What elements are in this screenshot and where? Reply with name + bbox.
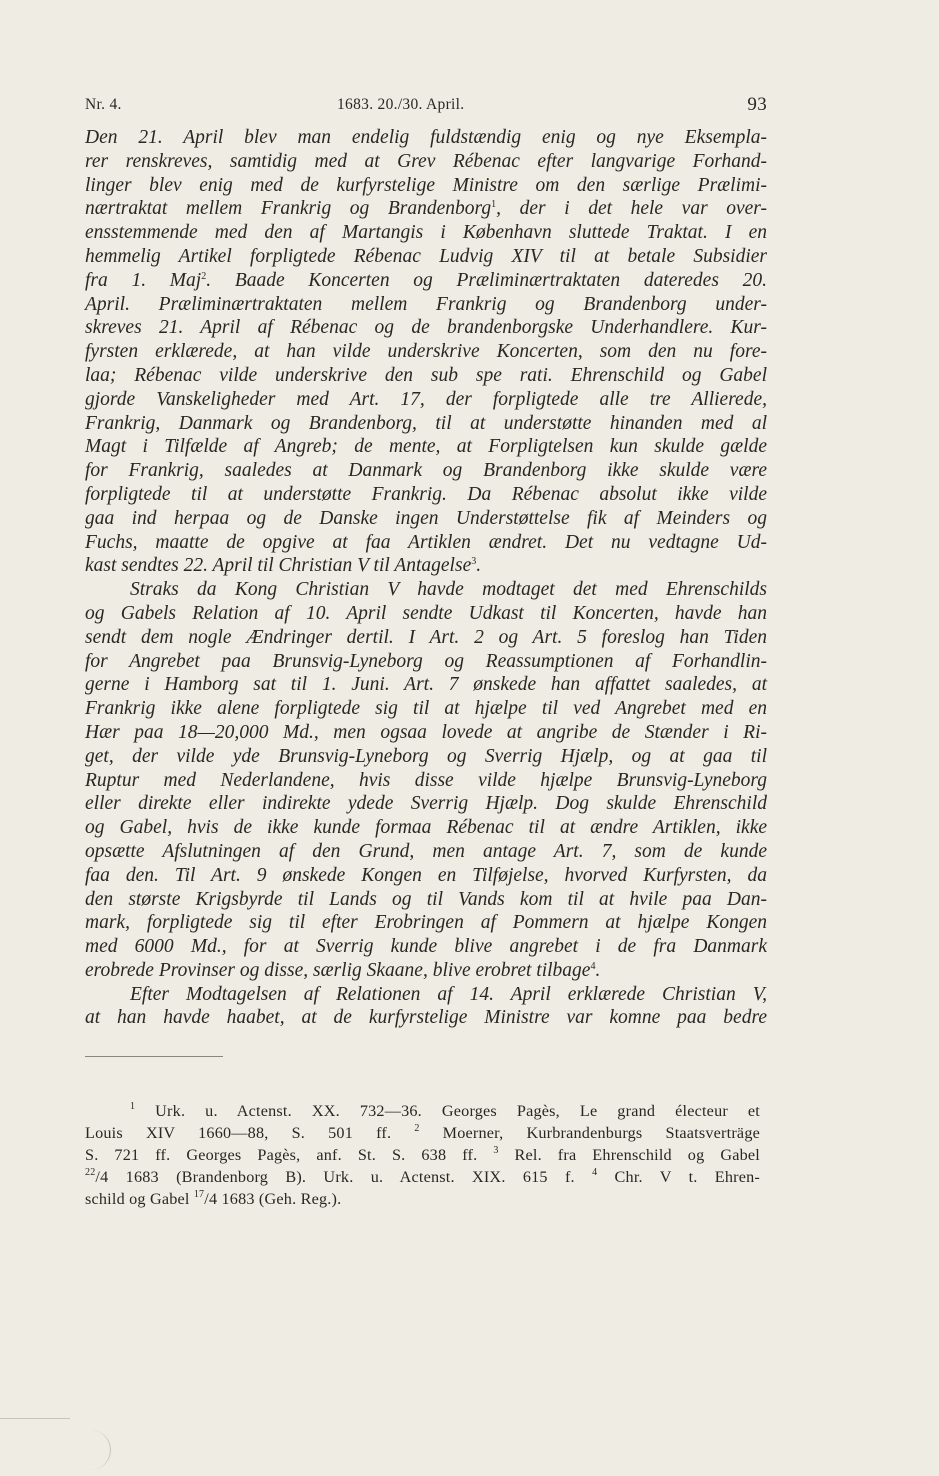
text-fragment: erobrede Provinser og disse, særlig Skaane, blive erobret tilbage xyxy=(85,959,591,981)
text-line: for Angrebet paa Brunsvig-Lyneborg og Reassumptionen af Forhandlin- xyxy=(85,650,767,672)
footnote-text: S. 721 ff. Georges Pagès, anf. St. S. 638 ff. xyxy=(85,1146,478,1164)
footnote-line xyxy=(85,1144,760,1166)
text-line: April. Præliminærtraktaten mellem Frankrig og Brandenborg under- xyxy=(85,293,767,315)
footnote-number: 1 xyxy=(130,1101,136,1112)
text-line: Frankrig ikke alene forpligtede sig til at hjælpe til ved Angrebet med en xyxy=(85,698,767,720)
text-fragment: , der i det hele var over- xyxy=(496,198,767,220)
footnote-date: 17 xyxy=(193,1189,205,1200)
footnote-text: Louis XIV 1660—88, S. 501 ff. xyxy=(85,1124,392,1142)
footnote-ref: 2 xyxy=(201,270,207,282)
page-number: 93 xyxy=(747,94,767,115)
text-line: gerne i Hamborg sat til 1. Juni. Art. 7 ønskede han affattet saaledes, at xyxy=(85,674,767,696)
footnote-date: 22 xyxy=(85,1167,96,1178)
text-line: mark, forpligtede sig til efter Erobringen af Pommern at hjælpe Kongen xyxy=(85,912,767,934)
footnote-text: /4 1683 (Geh. Reg.). xyxy=(204,1190,342,1208)
footnote-number: 3 xyxy=(493,1145,499,1156)
running-header xyxy=(85,86,767,114)
footnote-line xyxy=(85,1100,760,1122)
footnote-number: 2 xyxy=(414,1123,420,1134)
text-line: kast sendtes 22. April til Christian V til Antagelse$^3$. xyxy=(85,555,482,577)
footnote-line xyxy=(85,1188,760,1210)
text-line: Hær paa 18—20,000 Md., men ogsaa lovede at angribe de Stænder i Ri- xyxy=(85,721,767,743)
text-line: Frankrig, Danmark og Brandenborg, til at understøtte hinanden med al xyxy=(85,412,767,434)
text-line: og Gabels Relation af 10. April sendte Udkast til Koncerten, havde han xyxy=(85,602,767,624)
text-line: den største Krigsbyrde til Lands og til Vands kom til at hvile paa Dan- xyxy=(85,888,767,910)
text-fragment: fra 1. Maj xyxy=(85,269,202,291)
footnotes xyxy=(85,1100,760,1210)
footnote-line xyxy=(85,1166,760,1188)
footnote-text: Moerner, Kurbrandenburgs Staatsverträge xyxy=(442,1124,760,1142)
text-line: faa den. Til Art. 9 ønskede Kongen en Tilføjelse, hvorved Kurfyrsten, da xyxy=(85,864,767,886)
scan-edge-mark xyxy=(0,1418,70,1419)
footnote-line xyxy=(85,1122,760,1144)
text-line: gjorde Vanskeligheder med Art. 17, der forpligtede alle tre Allierede, xyxy=(85,388,767,410)
text-line: ensstemmende med den af Martangis i København sluttede Traktat. I en xyxy=(85,222,767,244)
footnote-number: 4 xyxy=(592,1167,598,1178)
date-heading: 1683. 20./30. April. xyxy=(337,96,465,113)
text-line xyxy=(85,197,767,221)
text-line xyxy=(85,269,767,293)
text-line: Straks da Kong Christian V havde modtaget det med Ehrenschilds xyxy=(130,579,767,601)
text-line: laa; Rébenac vilde underskrive den sub spe rati. Ehrenschild og Gabel xyxy=(85,364,767,386)
footnote-text: schild og Gabel xyxy=(85,1190,190,1208)
text-line: linger blev enig med de kurfyrstelige Ministre om den særlige Prælimi- xyxy=(85,174,767,196)
text-line: med 6000 Md., for at Sverrig kunde blive angrebet i de fra Danmark xyxy=(85,936,767,958)
text-line: Magt i Tilfælde af Angreb; de mente, at Forpligtelsen kun skulde gælde xyxy=(85,436,767,458)
footnote-text: Urk. u. Actenst. XX. 732—36. Georges Pagès, Le grand électeur et xyxy=(155,1102,760,1120)
issue-number: Nr. 4. xyxy=(85,96,122,113)
footnote-text: /4 1683 (Brandenborg B). Urk. u. Actenst. XIX. 615 f. xyxy=(95,1168,575,1186)
text-line: og Gabel, hvis de ikke kunde formaa Rébenac til at ændre Artiklen, ikke xyxy=(85,817,767,839)
text-line: Fuchs, maatte de opgive at faa Artiklen ændret. Det nu vedtagne Ud- xyxy=(85,531,767,553)
text-line: forpligtede til at understøtte Frankrig. Da Rébenac absolut ikke vilde xyxy=(85,483,767,505)
text-line: Efter Modtagelsen af Relationen af 14. April erklærede Christian V, xyxy=(130,983,767,1005)
text-line: sendt dem nogle Ændringer dertil. I Art. 2 og Art. 5 foreslog han Tiden xyxy=(85,626,767,648)
footnote-divider xyxy=(85,1056,223,1057)
text-line: eller direkte eller indirekte ydede Sverrig Hjælp. Dog skulde Ehrenschild xyxy=(85,793,767,815)
footnote-ref: 3 xyxy=(471,556,477,568)
text-line: erobrede Provinser og disse, særlig Skaane, blive erobret tilbage$^4$. xyxy=(85,959,601,981)
footnote-ref: 1 xyxy=(491,199,497,211)
footnote-text: Chr. V t. Ehren- xyxy=(614,1168,761,1186)
text-line: skreves 21. April af Rébenac og de brandenborgske Underhandlere. Kur- xyxy=(85,317,767,339)
text-fragment: . Baade Koncerten og Præliminærtraktaten dateredes 20. xyxy=(206,269,767,291)
main-text xyxy=(85,126,767,1030)
text-line: hemmelig Artikel forpligtede Rébenac Ludvig XIV til at betale Subsidier xyxy=(85,245,767,267)
text-line: rer renskreves, samtidig med at Grev Rébenac efter langvarige Forhand- xyxy=(85,150,767,172)
text-line: get, der vilde yde Brunsvig-Lyneborg og Sverrig Hjælp, og at gaa til xyxy=(85,745,767,767)
text-line: Ruptur med Nederlandene, hvis disse vilde hjælpe Brunsvig-Lyneborg xyxy=(85,769,767,791)
text-line: fyrsten erklærede, at han vilde underskrive Koncerten, som den nu fore- xyxy=(85,341,767,363)
text-line: gaa ind herpaa og de Danske ingen Understøttelse fik af Meinders og xyxy=(85,507,767,529)
text-line: at han havde haabet, at de kurfyrstelige Ministre var komne paa bedre xyxy=(85,1007,767,1029)
text-line: opsætte Afslutningen af den Grund, men antage Art. 7, som de kunde xyxy=(85,840,767,862)
scan-corner-mark xyxy=(90,1430,111,1470)
footnote-ref: 4 xyxy=(590,960,596,972)
footnote-text: Rel. fra Ehrenschild og Gabel xyxy=(514,1146,760,1164)
text-line: for Frankrig, saaledes at Danmark og Brandenborg ikke skulde være xyxy=(85,460,767,482)
text-fragment: kast sendtes 22. April til Christian V til Antagelse xyxy=(85,555,472,577)
text-fragment: nærtraktat mellem Frankrig og Brandenborg xyxy=(85,198,492,220)
text-line: Den 21. April blev man endelig fuldstændig enig og nye Eksempla- xyxy=(85,127,767,148)
